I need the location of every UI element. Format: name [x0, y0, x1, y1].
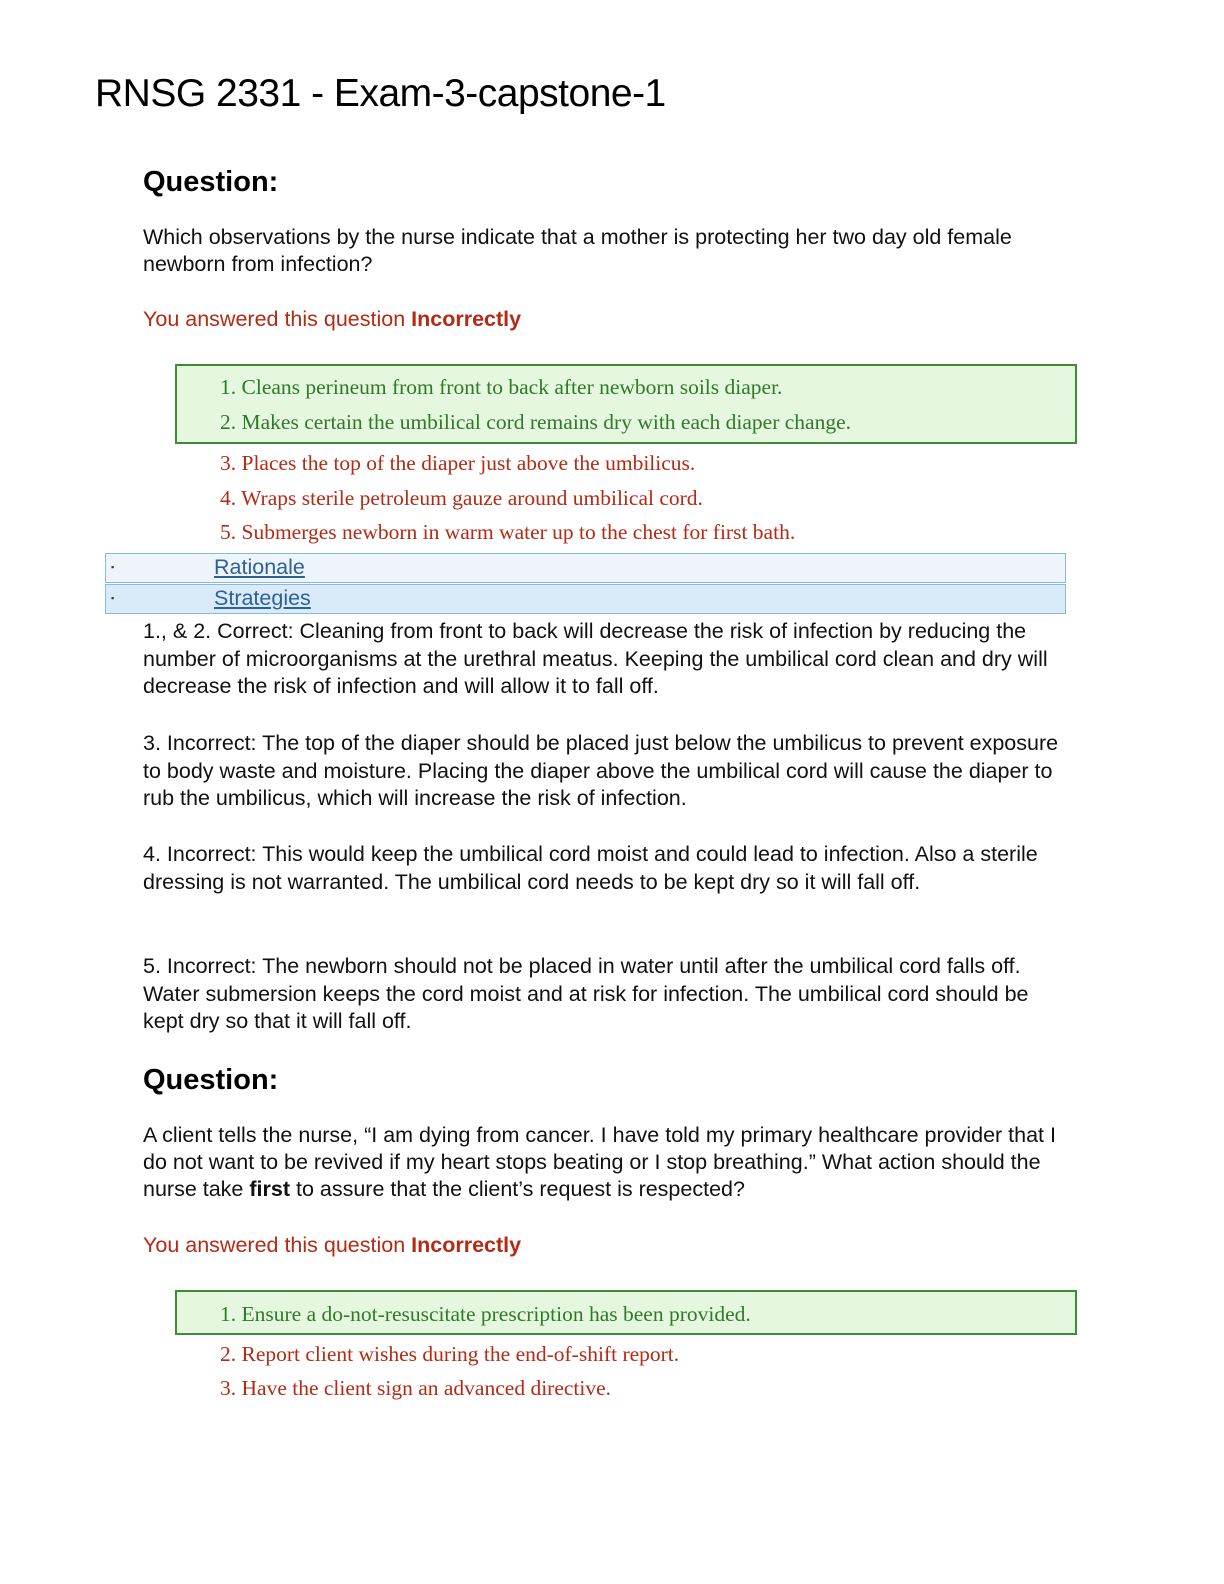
- question-1-heading: Question:: [143, 166, 279, 198]
- bullet-icon: ▪: [111, 593, 115, 603]
- question-2-result: You answered this question Incorrectly: [143, 1233, 522, 1257]
- rationale-tab[interactable]: [105, 553, 1066, 583]
- rationale-paragraph-4: 5. Incorrect: The newborn should not be placed in water until after the umbilical cord falls off. Water submersion keeps the cord moist and at risk for infection. The umbilical cord should be kept dry so that it will fall off.: [143, 954, 1029, 1033]
- result-status: Incorrectly: [411, 307, 522, 331]
- q1-option-3: 3. Places the top of the diaper just above the umbilicus.: [220, 451, 696, 475]
- strategies-link[interactable]: Strategies: [214, 586, 311, 610]
- q1-option-5: 5. Submerges newborn in warm water up to the chest for first bath.: [220, 520, 796, 544]
- result-status: Incorrectly: [411, 1233, 522, 1257]
- q2-option-1: 1. Ensure a do-not-resuscitate prescription has been provided.: [220, 1302, 751, 1326]
- question-2-text: A client tells the nurse, “I am dying from cancer. I have told my primary healthcare provider that I do not want to be revived if my heart stops beating or I stop breathing.” What action should the nurse take first to assure that the client’s request is respected?: [143, 1123, 1056, 1201]
- q1-option-2: 2. Makes certain the umbilical cord remains dry with each diaper change.: [220, 410, 852, 434]
- document-title: RNSG 2331 - Exam-3-capstone-1: [95, 72, 666, 115]
- rationale-link[interactable]: Rationale: [214, 555, 305, 579]
- bullet-icon: ▪: [111, 562, 115, 572]
- question-1-text: Which observations by the nurse indicate that a mother is protecting her two day old female newborn from infection?: [143, 225, 1012, 276]
- rationale-paragraph-1: 1., & 2. Correct: Cleaning from front to back will decrease the risk of infection by reducing the number of microorganisms at the urethral meatus. Keeping the umbilical cord clean and dry will decrease the risk of infection and will allow it to fall off.: [143, 619, 1048, 698]
- q1-option-4: 4. Wraps sterile petroleum gauze around umbilical cord.: [220, 486, 703, 510]
- q2-option-3: 3. Have the client sign an advanced directive.: [220, 1376, 612, 1400]
- question-1-result: You answered this question Incorrectly: [143, 307, 522, 331]
- strategies-tab[interactable]: [105, 584, 1066, 614]
- rationale-paragraph-3: 4. Incorrect: This would keep the umbilical cord moist and could lead to infection. Also a sterile dressing is not warranted. The umbilical cord needs to be kept dry so it will fall off.: [143, 842, 1038, 894]
- rationale-paragraph-2: 3. Incorrect: The top of the diaper should be placed just below the umbilicus to prevent exposure to body waste and moisture. Placing the diaper above the umbilical cord will cause the diaper to rub the umbilicus, which will increase the risk of infection.: [143, 731, 1059, 810]
- q1-option-1: 1. Cleans perineum from front to back after newborn soils diaper.: [220, 375, 783, 399]
- q2-option-2: 2. Report client wishes during the end-of-shift report.: [220, 1342, 680, 1366]
- question-2-heading: Question:: [143, 1064, 279, 1096]
